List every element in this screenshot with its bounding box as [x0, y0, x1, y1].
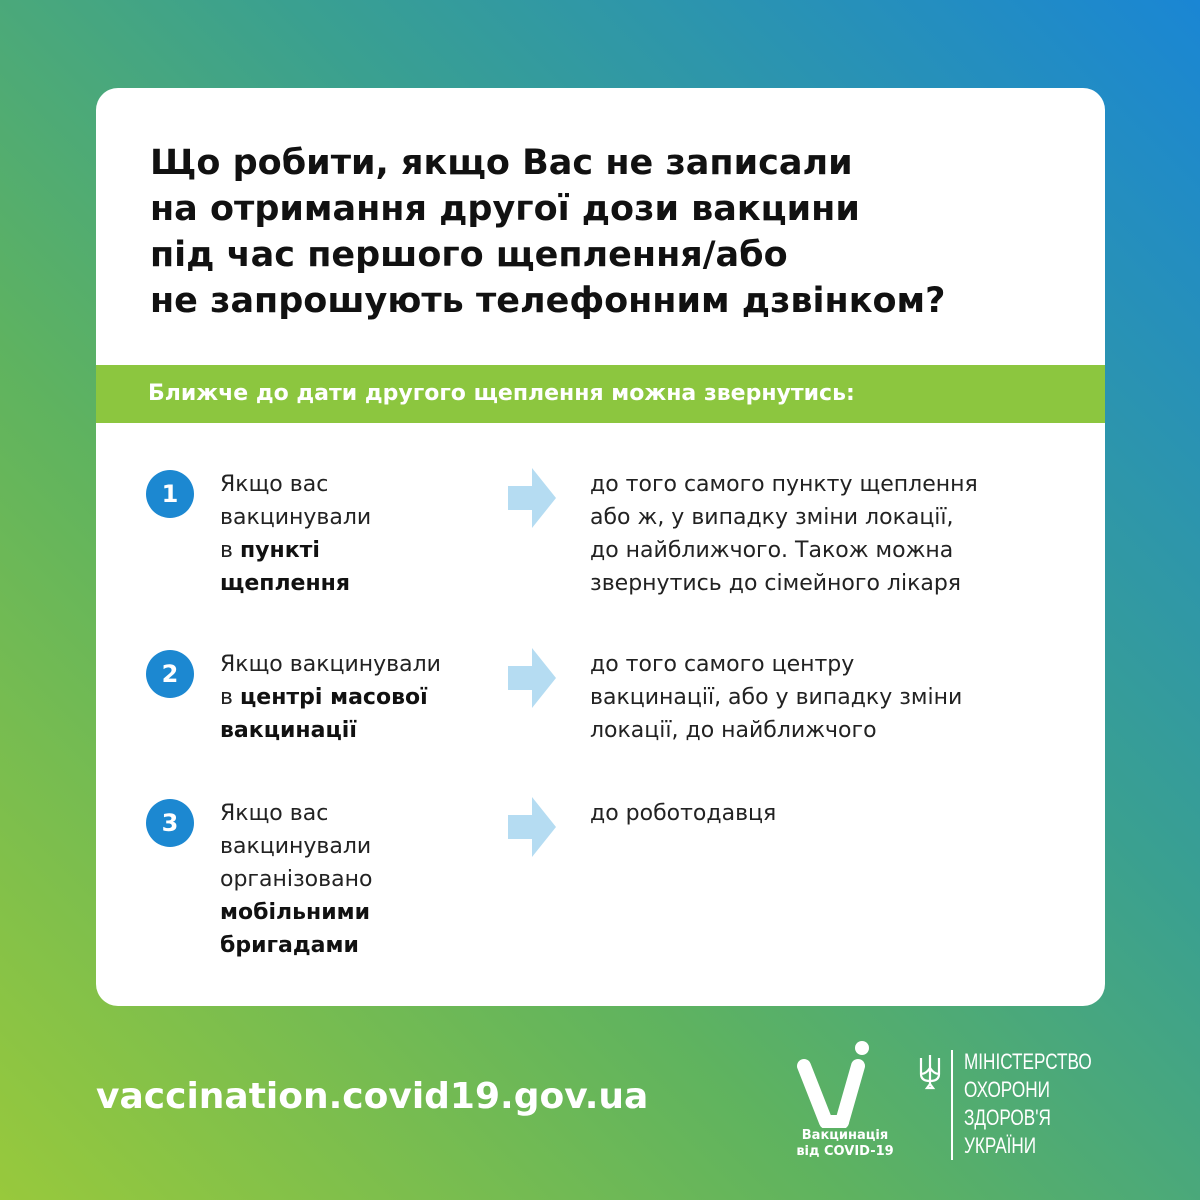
- step-number-badge: 3: [146, 799, 194, 847]
- arrow-right-icon: [508, 797, 556, 857]
- condition-line: Якщо вакцинували: [220, 652, 441, 677]
- subtitle-band: [96, 365, 1105, 423]
- logo-caption-line: від COVID-19: [796, 1144, 894, 1159]
- logo-caption: [770, 1128, 920, 1160]
- condition-line: [220, 929, 490, 962]
- condition-emphasis: пункті: [239, 538, 320, 563]
- item-action: [590, 648, 1060, 747]
- item-condition: [220, 797, 490, 962]
- step-number-badge: 1: [146, 470, 194, 518]
- action-line: до найближчого. Також можна: [590, 538, 954, 563]
- condition-line: [220, 567, 490, 600]
- condition-line: організовано: [220, 867, 373, 892]
- action-line: до того самого пункту щеплення: [590, 472, 978, 497]
- condition-prefix: в: [220, 685, 240, 710]
- item-action: [590, 468, 1060, 600]
- footer-divider: [951, 1050, 953, 1160]
- action-line: до роботодавця: [590, 801, 777, 826]
- ministry-line: МІНІСТЕРСТВО: [964, 1049, 1092, 1074]
- website-link[interactable]: vaccination.covid19.gov.ua: [96, 1076, 649, 1117]
- condition-emphasis: бригадами: [220, 933, 359, 958]
- action-line: локації, до найближчого: [590, 718, 877, 743]
- condition-line: [220, 681, 490, 714]
- condition-line: [220, 714, 490, 747]
- item-action: [590, 797, 1060, 830]
- page-title: [150, 140, 1070, 324]
- action-line: звернутись до сімейного лікаря: [590, 571, 962, 596]
- item-condition: [220, 468, 490, 600]
- title-line-3: під час першого щеплення/або: [150, 235, 788, 275]
- condition-emphasis: щеплення: [220, 571, 351, 596]
- condition-line: Якщо вас: [220, 801, 329, 826]
- ministry-line: ЗДОРОВ'Я: [964, 1105, 1051, 1130]
- title-line-1: Що робити, якщо Вас не записали: [150, 143, 853, 183]
- trident-emblem-icon: [918, 1054, 942, 1090]
- item-condition: [220, 648, 490, 747]
- condition-line: вакцинували: [220, 505, 372, 530]
- ministry-name: [964, 1048, 1092, 1160]
- vaccination-v-logo: [796, 1040, 896, 1128]
- arrow-right-icon: [508, 648, 556, 708]
- condition-prefix: в: [220, 538, 240, 563]
- condition-line: вакцинували: [220, 834, 372, 859]
- condition-emphasis: мобільними: [220, 900, 371, 925]
- step-number-badge: 2: [146, 650, 194, 698]
- condition-line: Якщо вас: [220, 472, 329, 497]
- logo-caption-line: Вакцинація: [801, 1128, 889, 1143]
- action-line: або ж, у випадку зміни локації,: [590, 505, 954, 530]
- condition-line: [220, 534, 490, 567]
- condition-emphasis: центрі масової: [239, 685, 428, 710]
- action-line: до того самого центру: [590, 652, 855, 677]
- action-line: вакцинації, або у випадку зміни: [590, 685, 963, 710]
- subtitle-band-text: Ближче до дати другого щеплення можна звернутись:: [148, 381, 855, 406]
- condition-line: [220, 896, 490, 929]
- title-line-2: на отримання другої дози вакцини: [150, 189, 860, 229]
- title-line-4: не запрошують телефонним дзвінком?: [150, 281, 946, 321]
- ministry-line: УКРАЇНИ: [964, 1133, 1037, 1158]
- info-card: [96, 88, 1105, 1006]
- condition-emphasis: вакцинації: [220, 718, 357, 743]
- ministry-line: ОХОРОНИ: [964, 1077, 1050, 1102]
- arrow-right-icon: [508, 468, 556, 528]
